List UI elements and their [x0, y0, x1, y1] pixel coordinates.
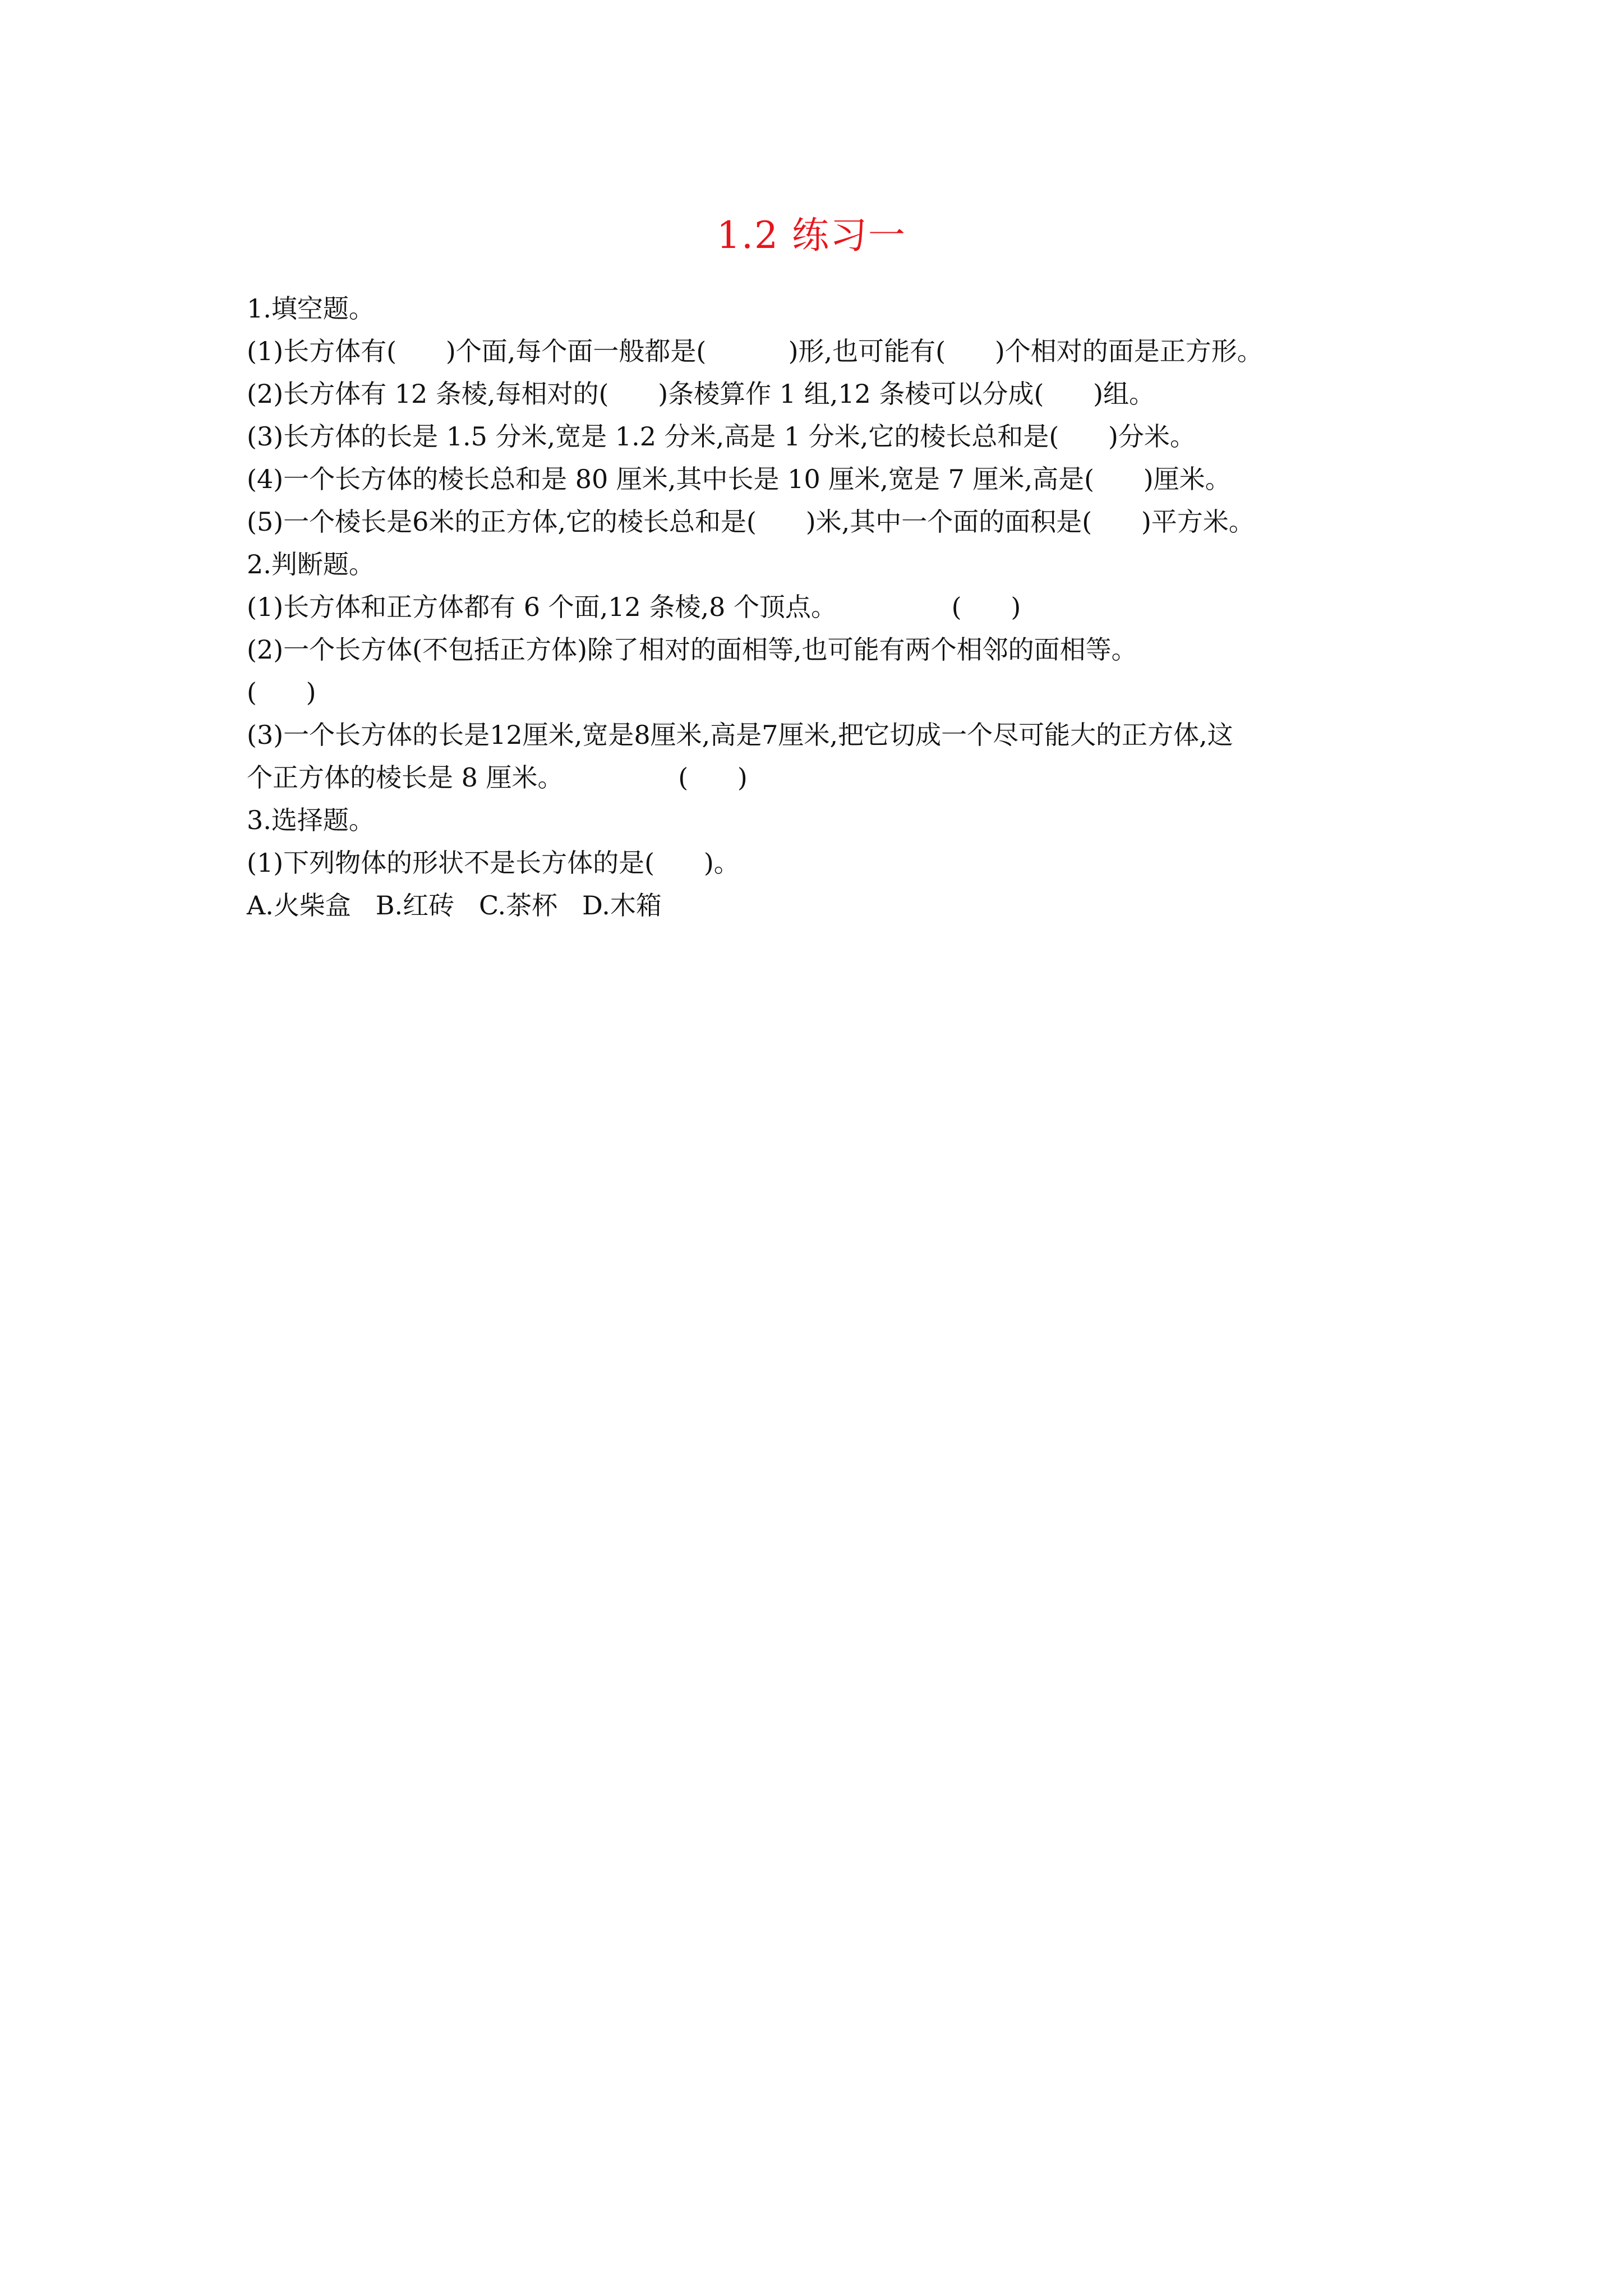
fill-blank-question-1: (1)长方体有( )个面,每个面一般都是( )形,也可能有( )个相对的面是正方形。 [247, 336, 1263, 366]
true-false-question-2: (2)一个长方体(不包括正方体)除了相对的面相等,也可能有两个相邻的面相等。 [247, 634, 1137, 665]
true-false-question-3-continued: 个正方体的棱长是 8 厘米。 ( ) [247, 762, 748, 793]
true-false-question-1: (1)长方体和正方体都有 6 个面,12 条棱,8 个顶点。 ( ) [247, 592, 1021, 622]
fill-blank-question-4: (4)一个长方体的棱长总和是 80 厘米,其中长是 10 厘米,宽是 7 厘米,高是( )厘米。 [247, 464, 1231, 494]
multiple-choice-question-1: (1)下列物体的形状不是长方体的是( )。 [247, 848, 740, 878]
fill-blank-question-5: (5)一个棱长是6米的正方体,它的棱长总和是( )米,其中一个面的面积是( )平方米。 [247, 507, 1255, 537]
page-title: 1.2 练习一 [717, 214, 906, 257]
fill-blank-question-2: (2)长方体有 12 条棱,每相对的( )条棱算作 1 组,12 条棱可以分成( )组。 [247, 379, 1155, 409]
section-true-false-heading: 2.判断题。 [247, 549, 375, 579]
fill-blank-question-3: (3)长方体的长是 1.5 分米,宽是 1.2 分米,高是 1 分米,它的棱长总和是( )分米。 [247, 421, 1196, 452]
exercise-content [247, 287, 1396, 927]
multiple-choice-options: A.火柴盒 B.红砖 C.茶杯 D.木箱 [247, 890, 662, 921]
section-fill-blank-heading: 1.填空题。 [247, 293, 375, 324]
true-false-question-3: (3)一个长方体的长是12厘米,宽是8厘米,高是7厘米,把它切成一个尽可能大的正方体,这 [247, 720, 1233, 750]
section-multiple-choice-heading: 3.选择题。 [247, 805, 375, 835]
true-false-question-2-answer: ( ) [247, 677, 316, 707]
